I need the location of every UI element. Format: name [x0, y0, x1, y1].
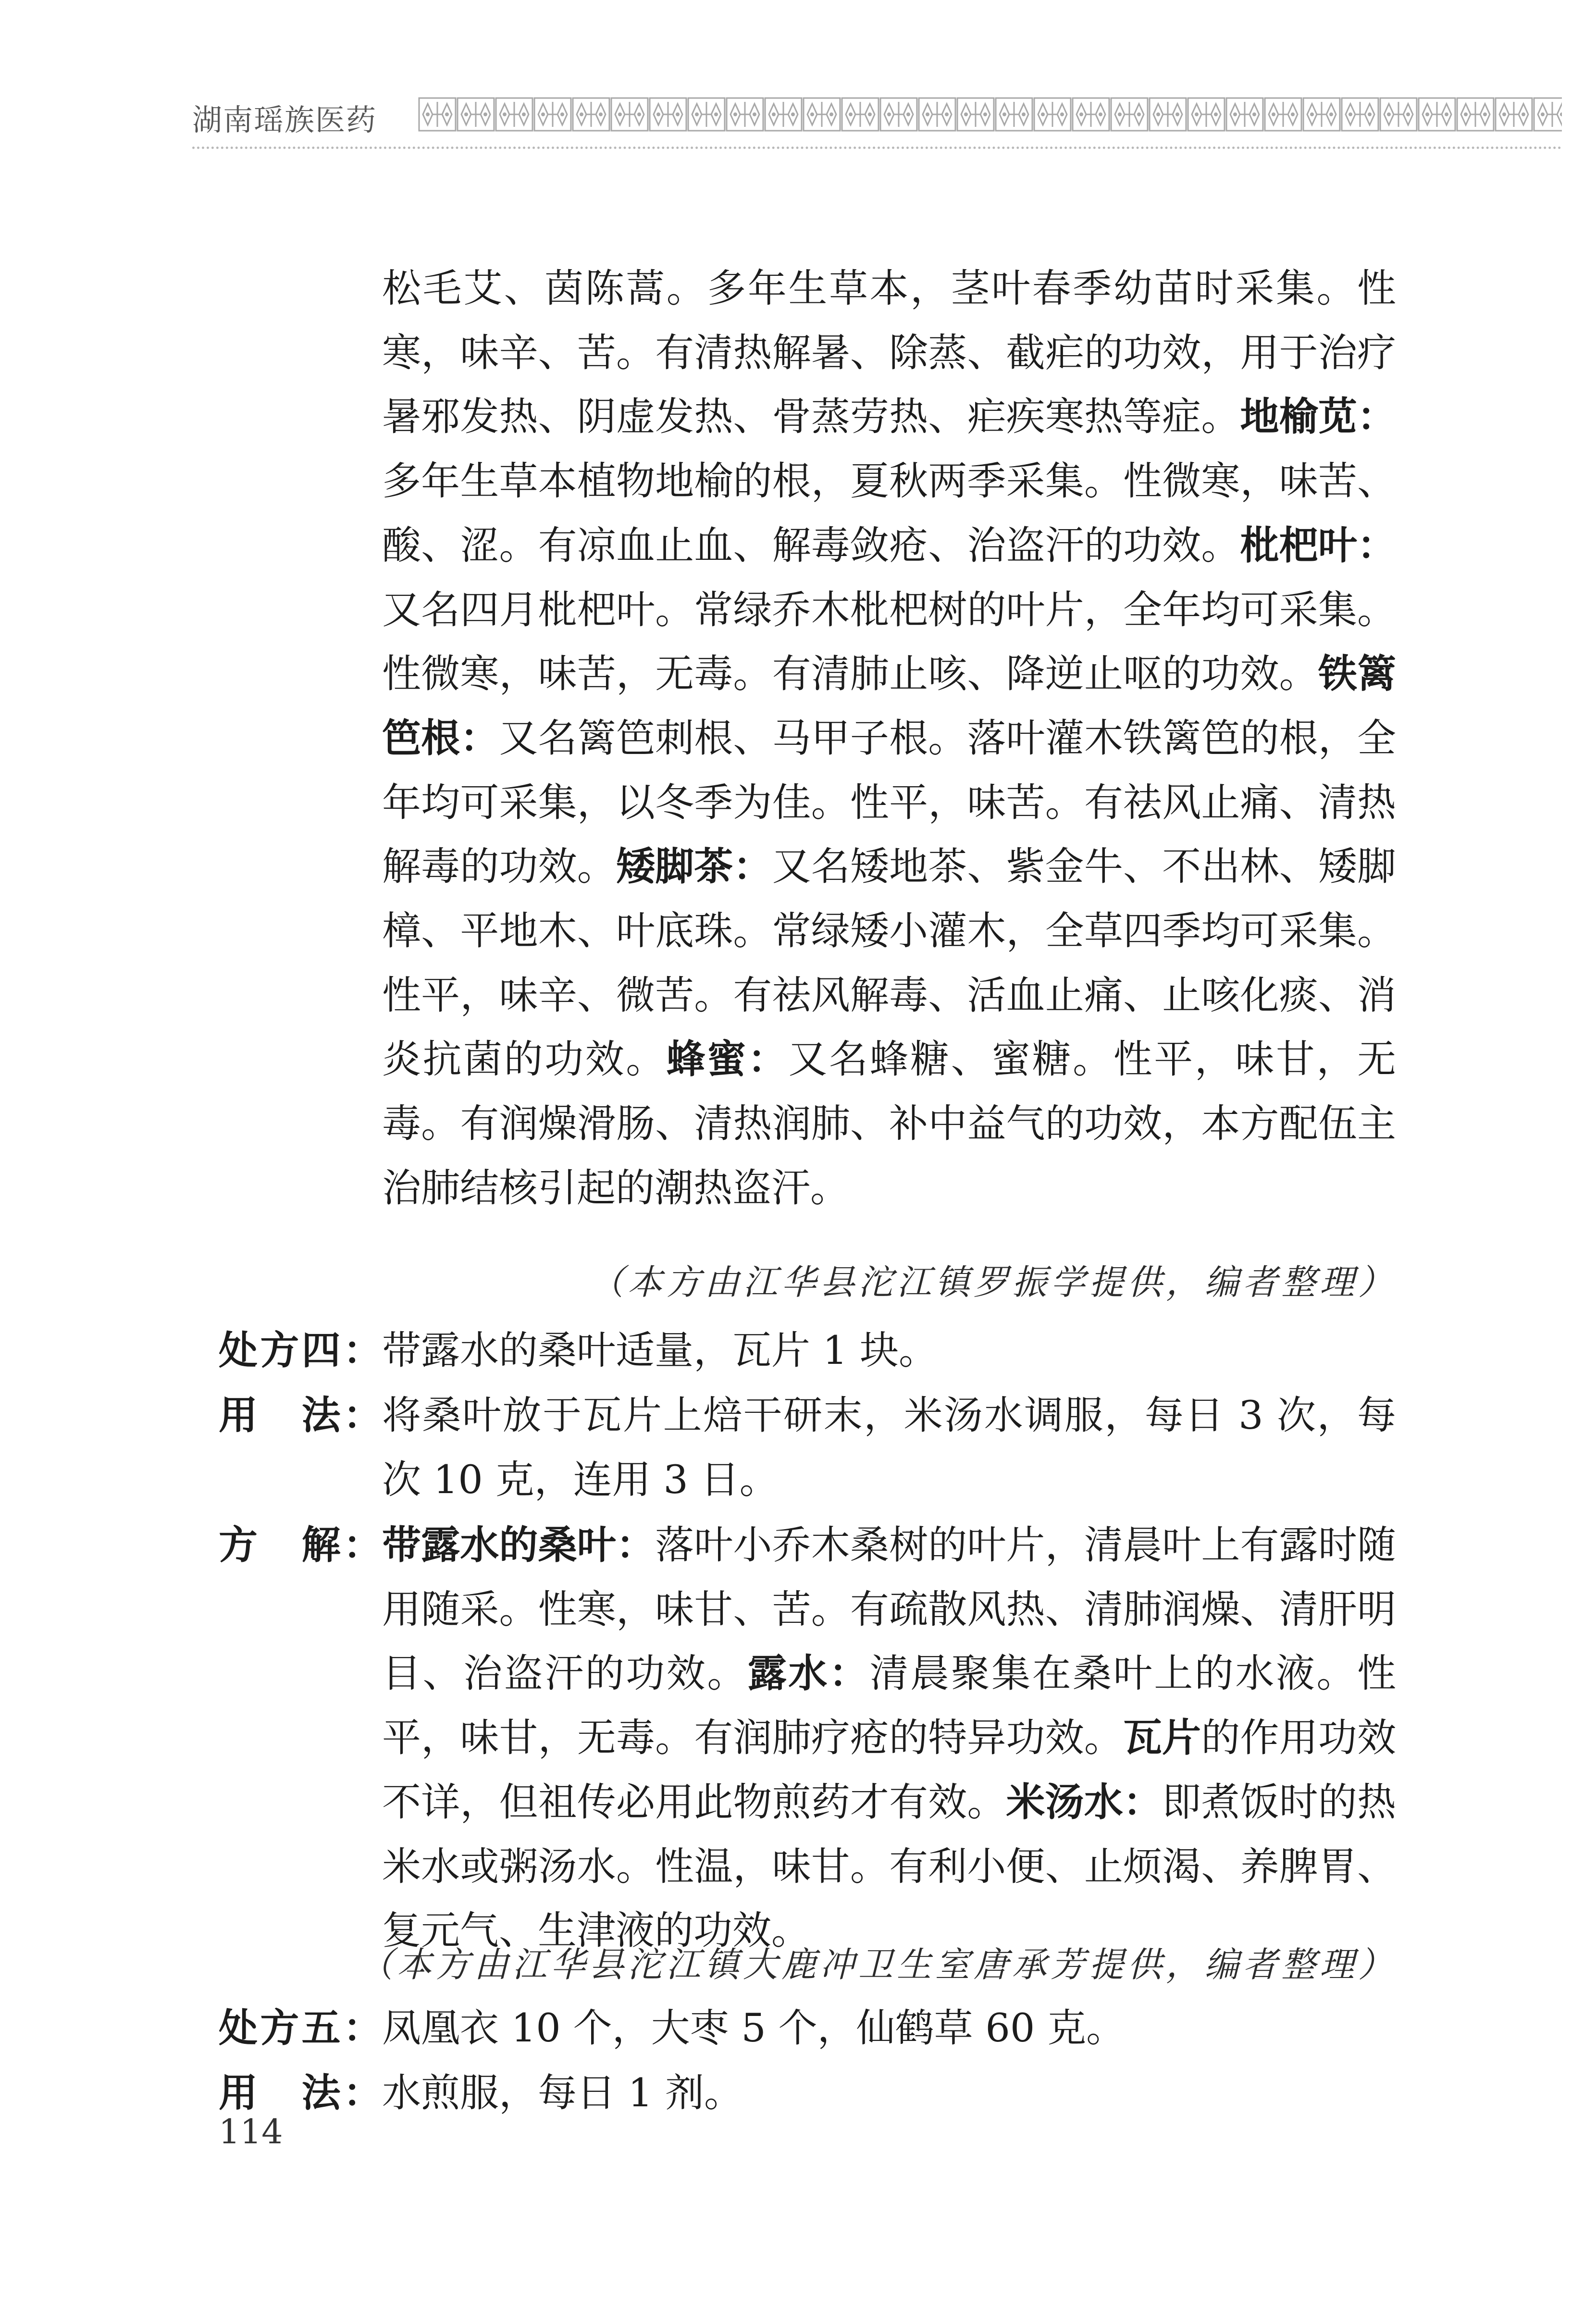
usage-label: 用 法：: [219, 1393, 382, 1438]
text-run: 多年生草本植物地榆的根，夏秋两季采集。性微寒，味苦、酸、涩。有凉血止血、解毒敛疮、治盗汗的功效。: [382, 459, 1396, 569]
herb-term-pipaye: 枇杷叶：: [1240, 523, 1396, 569]
prescription-4-entry: [219, 1319, 1396, 1384]
usage-text: 水煎服，每日 1 剂。: [382, 2071, 743, 2116]
text-run: 清晨聚集在桑叶上的水液。性平，味甘，无毒。有润肺疗疮的特异功效。: [382, 1651, 1396, 1761]
prescription-5-label: 处方五：: [219, 2006, 382, 2051]
explanation-text: [382, 1514, 1396, 1964]
prescription-5-entry: [219, 1997, 1396, 2061]
text-run: 松毛艾、茵陈蒿。多年生草本，茎叶春季幼苗时采集。性寒，味辛、苦。有清热解暑、除蒸、截疟的功效，用于治疗暑邪发热、阴虚发热、骨蒸劳热、疟疾寒热等症。: [382, 266, 1396, 440]
header-ornament-band: [418, 95, 1562, 134]
usage-label: 用 法：: [219, 2071, 382, 2116]
herb-term-aijiaocha: 矮脚茶：: [616, 844, 772, 890]
text-run: 即煮饭时的热米水或粥汤水。性温，味甘。有利小便、止烦渴、养脾胃、复元气、生津液的功效。: [382, 1780, 1396, 1954]
page-number: 114: [219, 2112, 283, 2151]
herb-term-diyu: 地榆苋：: [1240, 395, 1396, 440]
prescription-5-usage: [219, 2062, 1396, 2126]
text-run: 的作用功效不详，但祖传必用此物煎药才有效。: [382, 1716, 1396, 1825]
herb-term-lushui: 露水：: [747, 1651, 870, 1697]
herb-term-wapian: 瓦片: [1123, 1716, 1201, 1761]
text-run: 落叶小乔木桑树的叶片，清晨叶上有露时随用随采。性寒，味甘、苦。有疏散风热、清肺润燥、清肝明目、治盗汗的功效。: [382, 1523, 1396, 1697]
herb-term-sangye: 带露水的桑叶：: [382, 1523, 656, 1568]
explanation-label: 方 解：: [219, 1523, 382, 1568]
text-run: 又名四月枇杷叶。常绿乔木枇杷树的叶片，全年均可采集。性微寒，味苦，无毒。有清肺止咳、降逆止呕的功效。: [382, 587, 1396, 697]
source-note-2: （本方由江华县沱江镇大鹿冲卫生室唐承芳提供，编者整理）: [358, 1944, 1397, 1985]
continued-paragraph: [382, 257, 1396, 1221]
source-note-1: （本方由江华县沱江镇罗振学提供，编者整理）: [589, 1262, 1397, 1302]
prescription-4-label: 处方四：: [219, 1328, 382, 1373]
usage-text: 将桑叶放于瓦片上焙干研末，米汤水调服，每日 3 次，每次 10 克，连用 3 日。: [382, 1393, 1396, 1503]
text-run: 又名篱笆刺根、马甲子根。落叶灌木铁篱笆的根，全年均可采集，以冬季为佳。性平，味苦。有祛风止痛、清热解毒的功效。: [382, 716, 1396, 890]
herb-term-tielibagen: 铁篱笆根：: [382, 652, 1396, 761]
text-run: 又名矮地茶、紫金牛、不出林、矮脚樟、平地木、叶底珠。常绿矮小灌木，全草四季均可采集。性平，味辛、微苦。有祛风解毒、活血止痛、止咳化痰、消炎抗菌的功效。: [382, 844, 1396, 1083]
text-run: 又名蜂糖、蜜糖。性平，味甘，无毒。有润燥滑肠、清热润肺、补中益气的功效，本方配伍主治肺结核引起的潮热盗汗。: [382, 1037, 1396, 1211]
prescription-4-explanation: [219, 1514, 1396, 1964]
herb-term-mitangshui: 米汤水：: [1006, 1780, 1163, 1825]
herb-term-fengmi: 蜂蜜：: [666, 1037, 789, 1083]
running-head-title: 湖南瑶族医药: [192, 102, 377, 137]
prescription-4-usage: [219, 1384, 1396, 1512]
prescription-5-text: 凤凰衣 10 个，大枣 5 个，仙鹤草 60 克。: [382, 2006, 1126, 2051]
prescription-4-text: 带露水的桑叶适量，瓦片 1 块。: [382, 1328, 938, 1373]
header-dotted-rule: [192, 147, 1562, 149]
